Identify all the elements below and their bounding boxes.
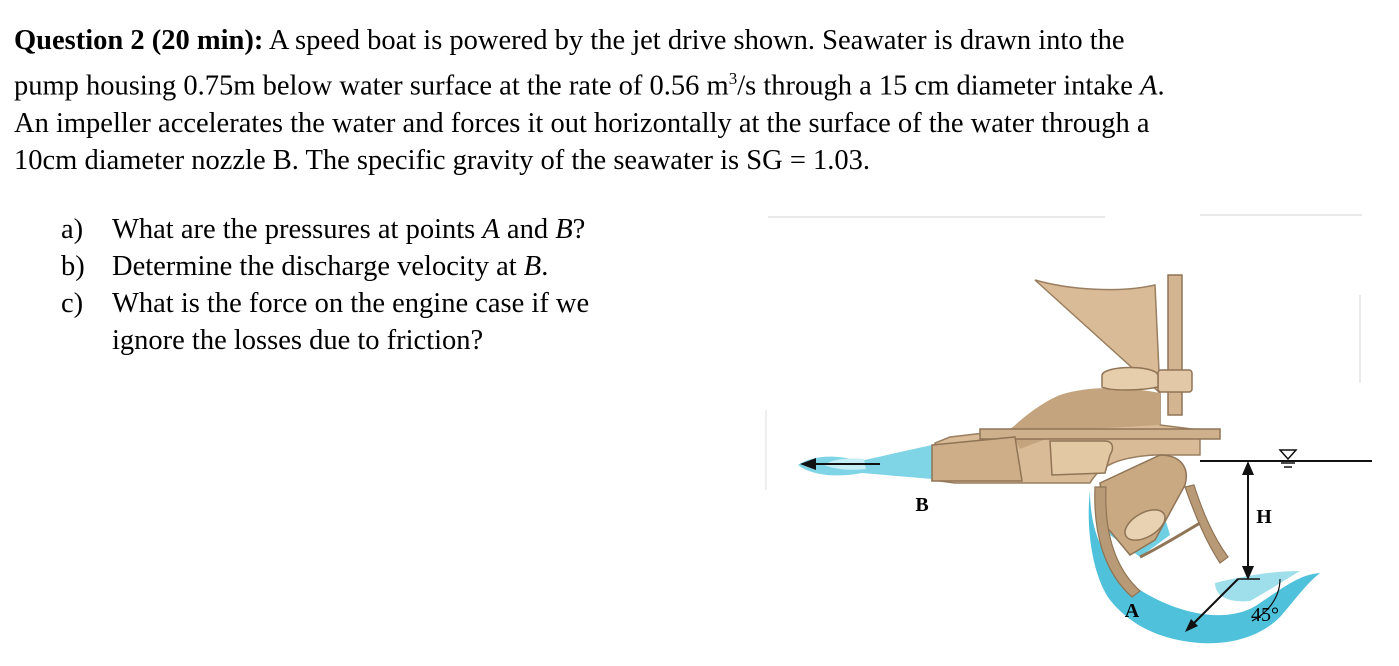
jet-drive-figure [760, 205, 1390, 660]
question-marker: c) [61, 288, 84, 319]
question-marker: b) [61, 251, 85, 282]
question-text: . [541, 251, 549, 282]
jet-drive-diagram [760, 205, 1390, 660]
question-marker: a) [61, 214, 84, 245]
question-b [56, 248, 736, 285]
question-text: ? [572, 214, 586, 245]
intake-point-a: A [1140, 70, 1158, 101]
label-b: B [915, 494, 929, 516]
h-arrow-up [1242, 461, 1254, 475]
tiller-lug [1102, 368, 1158, 391]
shaft-clamp [1158, 370, 1192, 392]
problem-line2: pump housing 0.75m below water surface at the rate of 0.56 m [14, 70, 729, 101]
problem-statement [14, 22, 1384, 180]
problem-line3: An impeller accelerates the water and forces it out horizontally at the surface of the water through a [14, 107, 1150, 139]
question-text: and [499, 214, 556, 245]
problem-line2-rest: /s through a 15 cm diameter intake [737, 70, 1141, 101]
nozzle [932, 437, 1022, 481]
mounting-plate [980, 429, 1220, 439]
discharge-jet [798, 445, 932, 479]
problem-line4: 10cm diameter nozzle B. The specific gravity of the seawater is SG = 1.03. [14, 145, 871, 176]
question-text: What are the pressures at points [112, 214, 483, 245]
intake-wall-right [1185, 485, 1228, 563]
label-angle: 45° [1251, 604, 1279, 626]
problem-line1: A speed boat is powered by the jet drive shown. Seawater is drawn into the [263, 25, 1125, 56]
question-text: What is the force on the engine case if we [112, 288, 590, 319]
period: . [1157, 70, 1165, 101]
point-b: B [523, 251, 542, 282]
steering-shaft [1168, 275, 1182, 415]
cubic-exponent: 3 [728, 68, 738, 88]
deflector [1050, 441, 1112, 475]
question-text: ignore the losses due to friction? [112, 325, 484, 356]
question-a [56, 211, 736, 248]
question-heading: Question 2 (20 min): [14, 25, 264, 56]
label-a: A [1124, 600, 1140, 622]
question-list [56, 211, 736, 359]
label-h: H [1256, 506, 1272, 528]
question-text: Determine the discharge velocity at [112, 251, 524, 282]
point-b: B [555, 214, 573, 245]
question-c [56, 285, 736, 359]
water-level-symbol [1280, 450, 1296, 459]
point-a: A [482, 214, 500, 245]
